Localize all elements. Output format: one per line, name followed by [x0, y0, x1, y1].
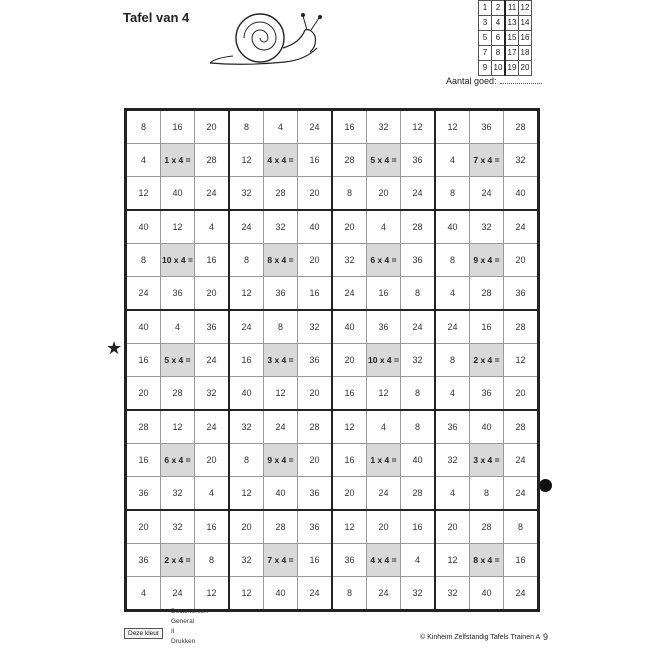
answer-cell[interactable]: 20: [229, 510, 264, 544]
answer-cell[interactable]: 40: [229, 377, 264, 411]
answer-cell[interactable]: 16: [504, 544, 539, 577]
dot-icon: [539, 479, 552, 492]
answer-cell[interactable]: 4: [435, 377, 470, 411]
answer-cell[interactable]: 36: [161, 277, 195, 311]
answer-cell[interactable]: 12: [229, 144, 264, 177]
answer-cell[interactable]: 24: [229, 210, 264, 244]
grid-row: [126, 344, 539, 377]
answer-cell[interactable]: 40: [126, 310, 161, 344]
question-cell: 10 x 4 =: [367, 344, 401, 377]
answer-cell[interactable]: 32: [298, 310, 333, 344]
question-cell: 4 x 4 =: [264, 144, 298, 177]
answer-cell[interactable]: 36: [401, 244, 436, 277]
answer-cell[interactable]: 28: [470, 510, 504, 544]
answer-cell[interactable]: 4: [367, 210, 401, 244]
answer-cell[interactable]: 36: [264, 277, 298, 311]
answer-cell[interactable]: 20: [332, 477, 367, 511]
answer-cell[interactable]: 8: [264, 310, 298, 344]
answer-cell[interactable]: 32: [332, 244, 367, 277]
question-cell: 7 x 4 =: [470, 144, 504, 177]
context-menu: [171, 607, 208, 647]
answer-cell[interactable]: 16: [470, 310, 504, 344]
grid-row: [126, 510, 539, 544]
answer-cell[interactable]: 24: [504, 477, 539, 511]
answer-cell[interactable]: 20: [126, 377, 161, 411]
answer-cell[interactable]: 12: [229, 477, 264, 511]
answer-cell[interactable]: 20: [298, 177, 333, 211]
answer-cell[interactable]: 24: [161, 577, 195, 611]
answer-cell[interactable]: 16: [298, 144, 333, 177]
answer-cell[interactable]: 40: [264, 477, 298, 511]
exercise-grid: [124, 108, 540, 612]
answer-cell[interactable]: 36: [367, 310, 401, 344]
checklist-cell: 19: [505, 61, 519, 76]
answer-cell[interactable]: 4: [264, 110, 298, 144]
answer-cell[interactable]: 12: [332, 510, 367, 544]
grid-row: [126, 377, 539, 411]
answer-cell[interactable]: 24: [126, 277, 161, 311]
answer-cell[interactable]: 16: [195, 244, 230, 277]
checklist-cell: 9: [479, 61, 492, 76]
answer-cell[interactable]: 32: [161, 477, 195, 511]
question-cell: 4 x 4 =: [367, 544, 401, 577]
checklist-cell: 13: [505, 16, 519, 31]
score-line[interactable]: [500, 83, 542, 84]
answer-cell[interactable]: 36: [470, 110, 504, 144]
grid-row: [126, 310, 539, 344]
answer-cell[interactable]: 20: [126, 510, 161, 544]
answer-cell[interactable]: 4: [195, 210, 230, 244]
answer-cell[interactable]: 28: [504, 110, 539, 144]
question-cell: 8 x 4 =: [470, 544, 504, 577]
answer-cell[interactable]: 12: [401, 110, 436, 144]
answer-cell[interactable]: 24: [504, 577, 539, 611]
answer-cell[interactable]: 40: [264, 577, 298, 611]
answer-cell[interactable]: 32: [264, 210, 298, 244]
answer-cell[interactable]: 16: [126, 344, 161, 377]
answer-cell[interactable]: 40: [332, 310, 367, 344]
answer-cell[interactable]: 24: [504, 444, 539, 477]
grid-row: [126, 544, 539, 577]
answer-cell[interactable]: 20: [332, 344, 367, 377]
answer-cell[interactable]: 20: [298, 377, 333, 411]
answer-cell[interactable]: 8: [470, 477, 504, 511]
answer-cell[interactable]: 16: [332, 110, 367, 144]
color-button[interactable]: Deze kleur: [124, 628, 163, 639]
answer-cell[interactable]: 32: [470, 210, 504, 244]
answer-cell[interactable]: 28: [401, 210, 436, 244]
answer-cell[interactable]: 16: [126, 444, 161, 477]
answer-cell[interactable]: 24: [504, 210, 539, 244]
answer-cell[interactable]: 40: [470, 410, 504, 444]
answer-cell[interactable]: 36: [298, 510, 333, 544]
menu-item[interactable]: General: [171, 618, 195, 625]
checklist-cell: 1: [479, 1, 492, 16]
grid-row: [126, 277, 539, 311]
question-cell: 6 x 4 =: [161, 444, 195, 477]
answer-cell[interactable]: 12: [367, 377, 401, 411]
answer-cell[interactable]: 4: [435, 277, 470, 311]
menu-item[interactable]: Drukken: [171, 638, 196, 645]
answer-cell[interactable]: 20: [332, 210, 367, 244]
answer-cell[interactable]: 28: [298, 410, 333, 444]
answer-cell[interactable]: 16: [298, 544, 333, 577]
answer-cell[interactable]: 12: [332, 410, 367, 444]
answer-cell[interactable]: 36: [126, 544, 161, 577]
checklist-cell: 17: [505, 46, 519, 61]
checklist-cell: 14: [519, 16, 532, 31]
answer-cell[interactable]: 24: [470, 177, 504, 211]
question-cell: 1 x 4 =: [367, 444, 401, 477]
answer-cell[interactable]: 8: [332, 577, 367, 611]
answer-cell[interactable]: 32: [229, 410, 264, 444]
answer-cell[interactable]: 20: [435, 510, 470, 544]
answer-cell[interactable]: 8: [435, 344, 470, 377]
answer-cell[interactable]: 20: [298, 244, 333, 277]
answer-cell[interactable]: 12: [161, 410, 195, 444]
answer-cell[interactable]: 24: [332, 277, 367, 311]
answer-cell[interactable]: 32: [367, 110, 401, 144]
checklist-cell: 16: [519, 31, 532, 46]
answer-cell[interactable]: 36: [298, 477, 333, 511]
checklist-cell: 8: [492, 46, 506, 61]
answer-cell[interactable]: 40: [435, 210, 470, 244]
answer-cell[interactable]: 4: [126, 577, 161, 611]
answer-cell[interactable]: 32: [401, 344, 436, 377]
answer-cell[interactable]: 12: [229, 577, 264, 611]
answer-cell[interactable]: 12: [229, 277, 264, 311]
grid-row: [126, 244, 539, 277]
question-cell: 9 x 4 =: [264, 444, 298, 477]
question-cell: 3 x 4 =: [264, 344, 298, 377]
answer-cell[interactable]: 24: [195, 410, 230, 444]
answer-cell[interactable]: 8: [332, 177, 367, 211]
answer-cell[interactable]: 40: [298, 210, 333, 244]
question-cell: 5 x 4 =: [161, 344, 195, 377]
question-cell: 5 x 4 =: [367, 144, 401, 177]
answer-cell[interactable]: 40: [504, 177, 539, 211]
page-title: Tafel van 4: [123, 10, 190, 25]
menu-item[interactable]: II: [171, 628, 175, 635]
answer-cell[interactable]: 28: [195, 144, 230, 177]
grid-row: [126, 110, 539, 144]
answer-cell[interactable]: 24: [195, 344, 230, 377]
answer-cell[interactable]: 16: [401, 510, 436, 544]
grid-row: [126, 177, 539, 211]
answer-cell[interactable]: 24: [298, 110, 333, 144]
grid-row: [126, 444, 539, 477]
checklist-cell: 3: [479, 16, 492, 31]
answer-cell[interactable]: 36: [195, 310, 230, 344]
answer-cell[interactable]: 24: [401, 310, 436, 344]
checklist-cell: 18: [519, 46, 532, 61]
score-label: Aantal goed:: [446, 76, 497, 86]
answer-cell[interactable]: 28: [126, 410, 161, 444]
answer-cell[interactable]: 40: [126, 210, 161, 244]
question-cell: 9 x 4 =: [470, 244, 504, 277]
answer-cell[interactable]: 16: [332, 444, 367, 477]
answer-cell[interactable]: 12: [504, 344, 539, 377]
answer-cell[interactable]: 24: [401, 177, 436, 211]
answer-cell[interactable]: 24: [435, 310, 470, 344]
answer-cell[interactable]: 24: [367, 577, 401, 611]
checklist-cell: 5: [479, 31, 492, 46]
answer-cell[interactable]: 40: [401, 444, 436, 477]
answer-cell[interactable]: 32: [161, 510, 195, 544]
answer-cell[interactable]: 28: [264, 510, 298, 544]
answer-cell[interactable]: 4: [401, 544, 436, 577]
answer-cell[interactable]: 28: [401, 477, 436, 511]
answer-cell[interactable]: 12: [435, 110, 470, 144]
question-cell: 2 x 4 =: [470, 344, 504, 377]
question-cell: 2 x 4 =: [161, 544, 195, 577]
answer-cell[interactable]: 40: [161, 177, 195, 211]
answer-cell[interactable]: 16: [298, 277, 333, 311]
answer-cell[interactable]: 32: [229, 177, 264, 211]
answer-cell[interactable]: 8: [401, 410, 436, 444]
grid-row: [126, 410, 539, 444]
answer-cell[interactable]: 36: [332, 544, 367, 577]
progress-checklist: [478, 0, 532, 76]
copyright-footer: © Kinheim Zelfstandig Tafels Trainen A: [420, 634, 541, 641]
answer-cell[interactable]: 4: [195, 477, 230, 511]
answer-cell[interactable]: 8: [229, 444, 264, 477]
answer-cell[interactable]: 4: [126, 144, 161, 177]
answer-cell[interactable]: 4: [161, 310, 195, 344]
answer-cell[interactable]: 32: [435, 444, 470, 477]
answer-cell[interactable]: 12: [435, 544, 470, 577]
answer-cell[interactable]: 8: [126, 244, 161, 277]
answer-cell[interactable]: 8: [195, 544, 230, 577]
answer-cell[interactable]: 32: [229, 544, 264, 577]
question-cell: 8 x 4 =: [264, 244, 298, 277]
question-cell: 1 x 4 =: [161, 144, 195, 177]
answer-cell[interactable]: 20: [195, 444, 230, 477]
answer-cell[interactable]: 4: [435, 477, 470, 511]
answer-cell[interactable]: 16: [161, 110, 195, 144]
answer-cell[interactable]: 4: [435, 144, 470, 177]
answer-cell[interactable]: 12: [126, 177, 161, 211]
answer-cell[interactable]: 20: [367, 177, 401, 211]
page-number: 9: [543, 632, 549, 642]
menu-item[interactable]: Documenten: [171, 608, 208, 615]
answer-cell[interactable]: 20: [367, 510, 401, 544]
answer-cell[interactable]: 12: [161, 210, 195, 244]
answer-cell[interactable]: 28: [264, 177, 298, 211]
answer-cell[interactable]: 16: [229, 344, 264, 377]
answer-cell[interactable]: 32: [504, 144, 539, 177]
answer-cell[interactable]: 20: [504, 244, 539, 277]
answer-cell[interactable]: 20: [298, 444, 333, 477]
answer-cell[interactable]: 16: [367, 277, 401, 311]
answer-cell[interactable]: 32: [435, 577, 470, 611]
answer-cell[interactable]: 24: [367, 477, 401, 511]
answer-cell[interactable]: 20: [195, 110, 230, 144]
answer-cell[interactable]: 28: [470, 277, 504, 311]
answer-cell[interactable]: 20: [195, 277, 230, 311]
answer-cell[interactable]: 32: [195, 377, 230, 411]
answer-cell[interactable]: 24: [298, 577, 333, 611]
answer-cell[interactable]: 8: [229, 110, 264, 144]
answer-cell[interactable]: 28: [504, 310, 539, 344]
question-cell: 3 x 4 =: [470, 444, 504, 477]
answer-cell[interactable]: 36: [298, 344, 333, 377]
checklist-cell: 7: [479, 46, 492, 61]
answer-cell[interactable]: 8: [435, 244, 470, 277]
snail-illustration: [205, 8, 330, 70]
checklist-cell: 12: [519, 1, 532, 16]
checklist-cell: 11: [505, 1, 519, 16]
star-icon: ★: [106, 338, 123, 358]
score-field: [446, 76, 542, 86]
answer-cell[interactable]: 28: [504, 410, 539, 444]
answer-cell[interactable]: 8: [126, 110, 161, 144]
question-cell: 6 x 4 =: [367, 244, 401, 277]
answer-cell[interactable]: 4: [367, 410, 401, 444]
answer-cell[interactable]: 8: [435, 177, 470, 211]
answer-cell[interactable]: 24: [195, 177, 230, 211]
answer-cell[interactable]: 8: [401, 377, 436, 411]
question-cell: 10 x 4 =: [161, 244, 195, 277]
grid-row: [126, 210, 539, 244]
answer-cell[interactable]: 32: [401, 577, 436, 611]
answer-cell[interactable]: 8: [504, 510, 539, 544]
answer-cell[interactable]: 36: [401, 144, 436, 177]
grid-row: [126, 144, 539, 177]
answer-cell[interactable]: 8: [229, 244, 264, 277]
answer-cell[interactable]: 16: [332, 377, 367, 411]
answer-cell[interactable]: 28: [332, 144, 367, 177]
answer-cell[interactable]: 28: [161, 377, 195, 411]
answer-cell[interactable]: 36: [504, 277, 539, 311]
answer-cell[interactable]: 36: [470, 377, 504, 411]
answer-cell[interactable]: 20: [504, 377, 539, 411]
checklist-cell: 20: [519, 61, 532, 76]
answer-cell[interactable]: 12: [264, 377, 298, 411]
checklist-cell: 4: [492, 16, 506, 31]
grid-row: [126, 577, 539, 611]
checklist-cell: 2: [492, 1, 506, 16]
answer-cell[interactable]: 24: [229, 310, 264, 344]
answer-cell[interactable]: 24: [264, 410, 298, 444]
answer-cell[interactable]: 40: [470, 577, 504, 611]
grid-row: [126, 477, 539, 511]
checklist-cell: 10: [492, 61, 506, 76]
answer-cell[interactable]: 36: [126, 477, 161, 511]
checklist-cell: 15: [505, 31, 519, 46]
answer-cell[interactable]: 16: [195, 510, 230, 544]
answer-cell[interactable]: 8: [401, 277, 436, 311]
answer-cell[interactable]: 12: [195, 577, 230, 611]
question-cell: 7 x 4 =: [264, 544, 298, 577]
answer-cell[interactable]: 36: [435, 410, 470, 444]
checklist-cell: 6: [492, 31, 506, 46]
